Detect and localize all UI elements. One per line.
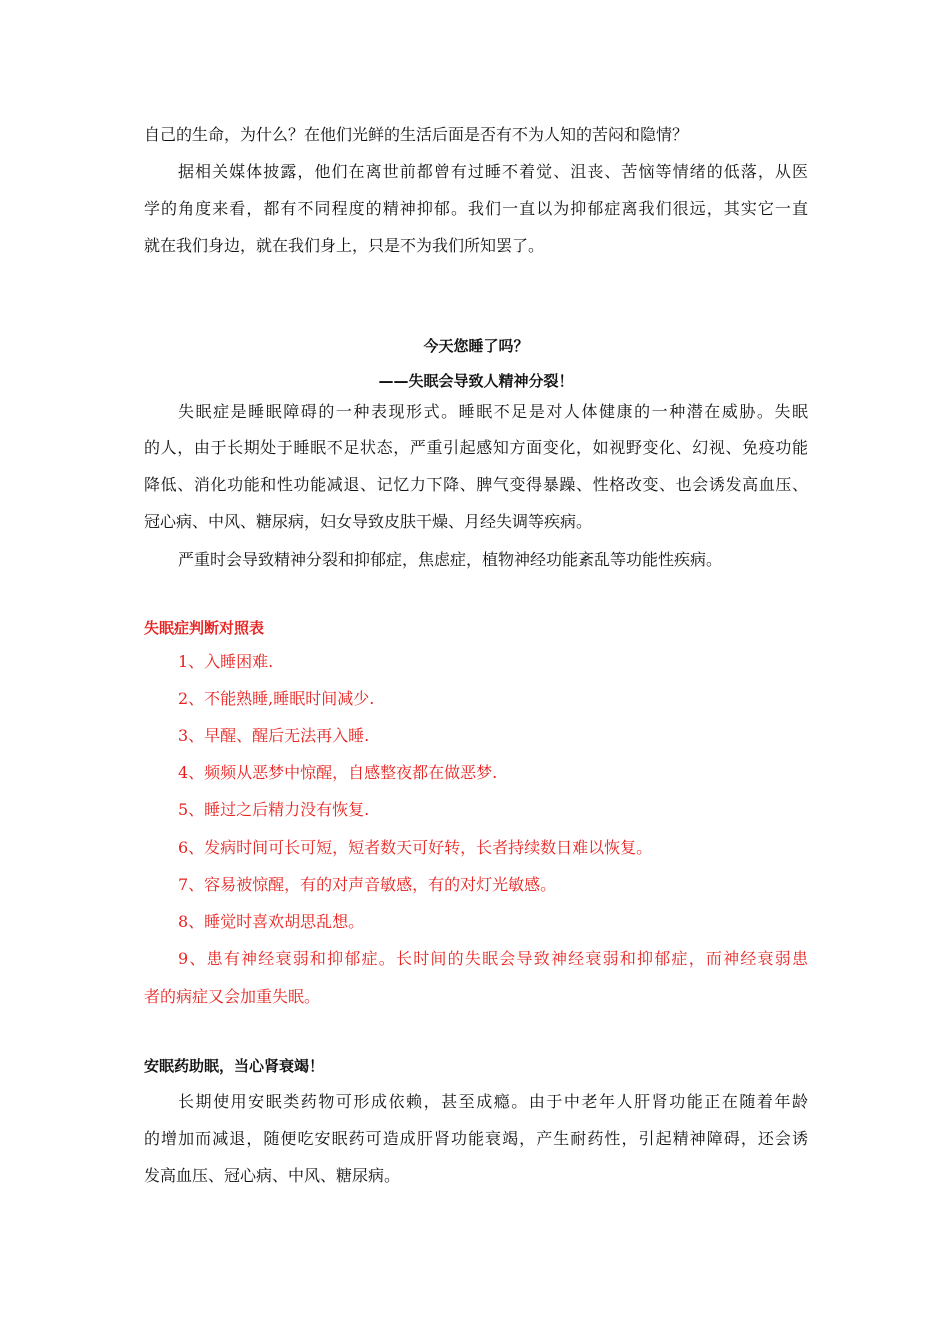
checklist-item-continuation: 者的病症又会加重失眠。 bbox=[144, 987, 321, 1006]
body-paragraph-line: 长期使用安眠类药物可形成依赖，甚至成瘾。由于中老年人肝肾功能正在随着年龄 bbox=[178, 1092, 808, 1111]
body-paragraph-line: 降低、消化功能和性功能减退、记忆力下降、脾气变得暴躁、性格改变、也会诱发高血压、 bbox=[144, 475, 808, 494]
section-heading: 安眠药助眠，当心肾衰竭！ bbox=[144, 1057, 325, 1075]
body-paragraph-line: 发高血压、冠心病、中风、糖尿病。 bbox=[144, 1166, 401, 1185]
body-paragraph-line: 的增加而减退，随便吃安眠药可造成肝肾功能衰竭，产生耐药性，引起精神障碍，还会诱 bbox=[144, 1129, 808, 1148]
intro-paragraph-line: 学的角度来看，都有不同程度的精神抑郁。我们一直以为抑郁症离我们很远，其实它一直 bbox=[144, 199, 808, 218]
section-subtitle: ——失眠会导致人精神分裂！ bbox=[378, 372, 574, 390]
checklist-item: 7、容易被惊醒，有的对声音敏感，有的对灯光敏感。 bbox=[178, 875, 557, 894]
checklist-item: 1、入睡困难. bbox=[178, 652, 274, 671]
body-paragraph-line: 的人，由于长期处于睡眠不足状态，严重引起感知方面变化，如视野变化、幻视、免疫功能 bbox=[144, 438, 808, 457]
checklist-item: 9、患有神经衰弱和抑郁症。长时间的失眠会导致神经衰弱和抑郁症，而神经衰弱患 bbox=[178, 949, 808, 968]
checklist-heading: 失眠症判断对照表 bbox=[144, 619, 265, 637]
body-paragraph-line: 失眠症是睡眠障碍的一种表现形式。睡眠不足是对人体健康的一种潜在威胁。失眠 bbox=[178, 402, 808, 421]
intro-paragraph-line: 就在我们身边，就在我们身上，只是不为我们所知罢了。 bbox=[144, 236, 545, 255]
intro-paragraph-line: 自己的生命，为什么？在他们光鲜的生活后面是否有不为人知的苦闷和隐情？ bbox=[144, 125, 689, 144]
checklist-item: 6、发病时间可长可短，短者数天可好转，长者持续数日难以恢复。 bbox=[178, 838, 653, 857]
checklist-item: 5、睡过之后精力没有恢复. bbox=[178, 800, 370, 819]
checklist-item: 8、睡觉时喜欢胡思乱想。 bbox=[178, 912, 365, 931]
body-paragraph-line: 冠心病、中风、糖尿病，妇女导致皮肤干燥、月经失调等疾病。 bbox=[144, 512, 593, 531]
body-paragraph-line: 严重时会导致精神分裂和抑郁症，焦虑症，植物神经功能紊乱等功能性疾病。 bbox=[178, 550, 723, 569]
intro-paragraph-line: 据相关媒体披露，他们在离世前都曾有过睡不着觉、沮丧、苦恼等情绪的低落，从医 bbox=[178, 162, 808, 181]
section-title: 今天您睡了吗？ bbox=[423, 337, 529, 355]
checklist-item: 3、早醒、醒后无法再入睡. bbox=[178, 726, 370, 745]
checklist-item: 2、不能熟睡,睡眠时间减少. bbox=[178, 689, 375, 708]
checklist-item: 4、频频从恶梦中惊醒，自感整夜都在做恶梦. bbox=[178, 763, 498, 782]
